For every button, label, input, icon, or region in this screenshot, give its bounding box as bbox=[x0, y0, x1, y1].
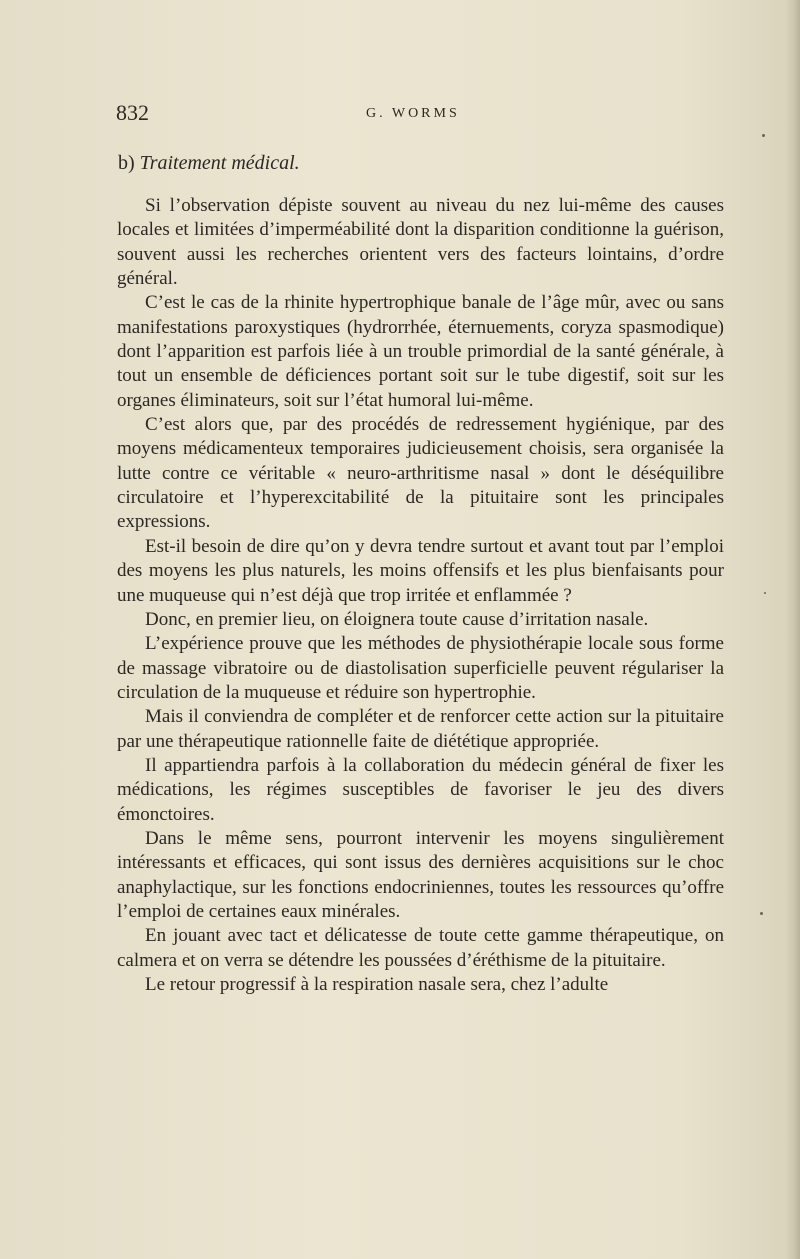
paragraph: Dans le même sens, pourront intervenir les moyens singulièrement intéressants et efficaces, qui sont issus des dernières acquisitions sur le choc anaphylactique, sur les fonctions endocriniennes, toutes les ressources qu’offre l’emploi de certaines eaux minérales. bbox=[117, 827, 724, 922]
paragraph: C’est le cas de la rhinite hypertrophique banale de l’âge mûr, avec ou sans manifestations paroxystiques (hydrorrhée, éternuements, coryza spasmodique) dont l’apparition est parfois liée à un trouble primordial de la santé générale, à tout un ensemble de déficiences portant soit sur le tube digestif, soit sur les organes éliminateurs, soit sur l’état humoral lui-même. bbox=[117, 292, 724, 411]
paragraph: C’est alors que, par des procédés de redressement hygiénique, par des moyens médicamenteux temporaires judicieusement choisis, sera organisée la lutte contre ce véritable « neuro-arthritisme nasal » dont le déséquilibre circulatoire et l’hyperexcitabilité de la pituitaire sont les principales expressions. bbox=[117, 414, 724, 533]
paragraph: Il appartiendra parfois à la collaboration du médecin général de fixer les médications, les régimes susceptibles de favoriser le jeu des divers émonctoires. bbox=[117, 754, 724, 825]
paragraph: L’expérience prouve que les méthodes de physiothérapie locale sous forme de massage vibratoire ou de diastolisation superficielle peuvent régulariser la circulation de la muqueuse et réduire son hypertrophie. bbox=[117, 633, 724, 703]
paper-speck bbox=[762, 134, 765, 137]
section-title: Traitement médical. bbox=[139, 152, 300, 174]
section-heading bbox=[118, 152, 300, 175]
paragraph: Le retour progressif à la respiration nasale sera, chez l’adulte bbox=[145, 974, 609, 995]
paper-speck bbox=[764, 592, 766, 594]
page-number: 832 bbox=[116, 100, 149, 125]
paragraph: En jouant avec tact et délicatesse de toute cette gamme thérapeutique, on calmera et on verra se détendre les poussées d’éréthisme de la pituitaire. bbox=[117, 925, 724, 971]
page-header bbox=[116, 100, 724, 130]
page-edge-shadow bbox=[786, 0, 800, 1259]
running-head-author: G. WORMS bbox=[366, 106, 460, 121]
paragraph: Mais il conviendra de compléter et de renforcer cette action sur la pituitaire par une thérapeutique rationnelle faite de diététique appropriée. bbox=[117, 706, 724, 752]
body-text bbox=[117, 194, 724, 997]
paragraph: Si l’observation dépiste souvent au niveau du nez lui-même des causes locales et limitées d’imperméabilité dont la disparition conditionne la guérison, souvent aussi les recherches orientent vers des facteurs lointains, d’ordre général. bbox=[117, 195, 724, 290]
section-label: b) bbox=[118, 152, 135, 174]
paragraph: Donc, en premier lieu, on éloignera toute cause d’irritation nasale. bbox=[145, 608, 649, 630]
paper-speck bbox=[760, 912, 763, 915]
paragraph: Est-il besoin de dire qu’on y devra tendre surtout et avant tout par l’emploi des moyens les plus naturels, les moins offensifs et les plus bienfaisants pour une muqueuse qui n’est déjà que trop irritée et enflammée ? bbox=[117, 535, 724, 606]
